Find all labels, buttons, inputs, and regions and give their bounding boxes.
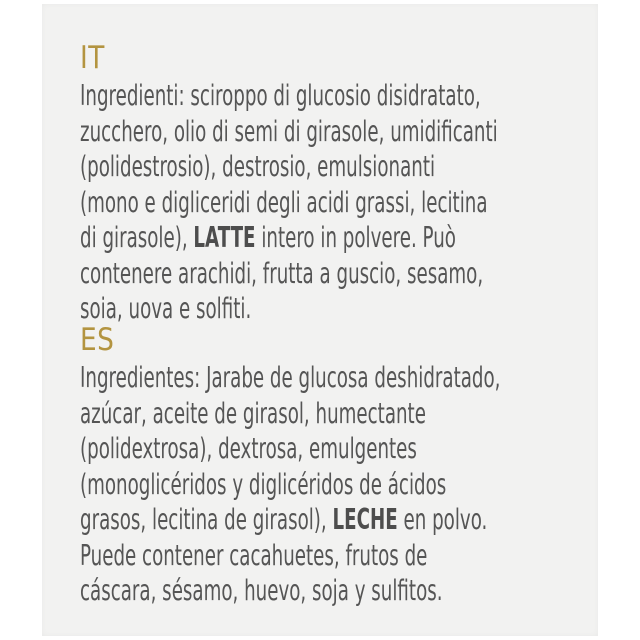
ingredients-text bbox=[80, 78, 579, 327]
ingredients-line: zucchero, olio di semi di girasole, umidificanti bbox=[80, 114, 498, 148]
ingredients-line: Ingredienti: sciroppo di glucosio disidratato, bbox=[80, 79, 481, 112]
ingredients-line: azúcar, aceite de girasol, humectante bbox=[80, 396, 426, 430]
ingredients-line: (monoglicéridos y diglicéridos de ácidos bbox=[80, 467, 447, 501]
ingredients-line: di girasole), LATTE intero in polvere. Può bbox=[80, 221, 456, 254]
ingredients-line: Ingredientes: Jarabe de glucosa deshidratado, bbox=[80, 361, 501, 394]
section-es bbox=[80, 320, 580, 609]
ingredients-line: (mono e digliceridi degli acidi grassi, lecitina bbox=[80, 185, 488, 219]
language-code: IT bbox=[80, 40, 105, 76]
allergen-highlight: LATTE bbox=[193, 221, 256, 254]
ingredients-line: Puede contener cacahuetes, frutos de bbox=[80, 538, 428, 572]
ingredients-line: soia, uova e solfiti. bbox=[80, 292, 252, 325]
language-code: ES bbox=[80, 322, 115, 358]
section-it bbox=[80, 38, 580, 327]
allergen-highlight: LECHE bbox=[332, 503, 398, 536]
ingredients-text bbox=[80, 360, 579, 609]
ingredients-line: (polidestrosio), destrosio, emulsionanti bbox=[80, 150, 436, 183]
ingredients-line: cáscara, sésamo, huevo, soja y sulfitos. bbox=[80, 574, 443, 607]
ingredients-line: grasos, lecitina de girasol), LECHE en polvo. bbox=[80, 503, 488, 536]
ingredients-line: (polidextrosa), dextrosa, emulgentes bbox=[80, 432, 417, 465]
ingredients-line: contenere arachidi, frutta a guscio, sesamo, bbox=[80, 256, 484, 290]
